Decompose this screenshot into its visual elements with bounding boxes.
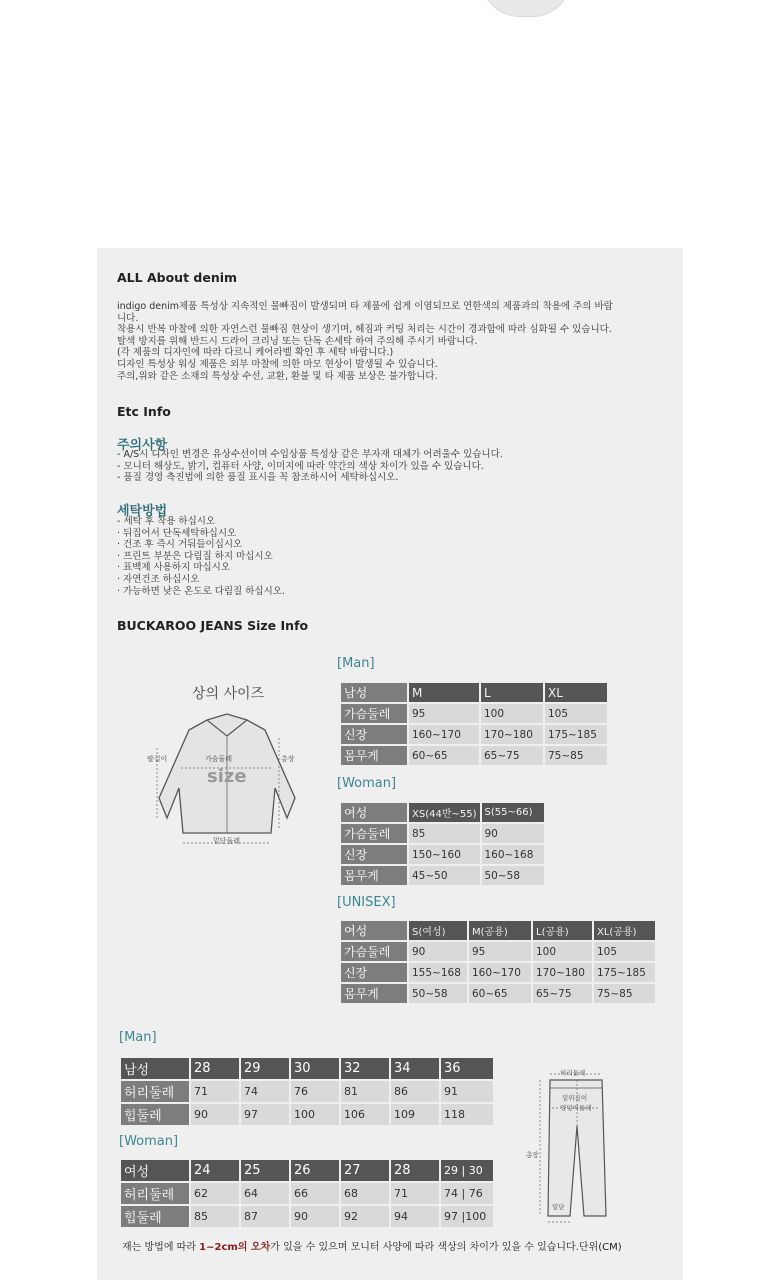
top-woman-label: [Woman]	[337, 776, 397, 791]
table-cell: 27	[341, 1160, 389, 1181]
table-cell: 86	[391, 1081, 439, 1102]
table-cell: 175~185	[594, 963, 655, 982]
text-line: (각 제품의 디자인에 따라 다르니 케어라벨 확인 후 세탁 바랍니다.)	[117, 347, 394, 359]
table-cell: 29	[241, 1058, 289, 1079]
table-cell: 170~180	[481, 725, 543, 744]
text-line: · 자연건조 하십시오	[117, 573, 200, 585]
table-cell: 91	[441, 1081, 493, 1102]
top-woman-table	[339, 801, 546, 887]
size-watermark: size	[207, 766, 247, 787]
table-cell: 65~75	[481, 746, 543, 765]
table-cell: 87	[241, 1206, 289, 1227]
table-row	[341, 984, 655, 1003]
table-cell: 남성	[121, 1058, 189, 1079]
table-cell: 26	[291, 1160, 339, 1181]
table-cell: 허리둘레	[121, 1081, 189, 1102]
waist-label: 허리둘레	[560, 1069, 586, 1077]
pants-man-label: [Man]	[119, 1030, 157, 1045]
table-cell: 85	[409, 824, 480, 843]
table-header-row	[341, 921, 655, 940]
table-cell: 105	[594, 942, 655, 961]
table-cell: 여성	[341, 921, 407, 940]
table-cell: 85	[191, 1206, 239, 1227]
table-cell: 75~85	[594, 984, 655, 1003]
table-cell: 24	[191, 1160, 239, 1181]
table-row	[121, 1206, 493, 1227]
table-cell: 90	[409, 942, 467, 961]
note-prefix: 재는 방법에 따라	[122, 1242, 200, 1253]
table-cell: 남성	[341, 683, 407, 702]
table-cell: 32	[341, 1058, 389, 1079]
etc-info-title: Etc Info	[117, 404, 171, 419]
text-line: 디자인 특성상 워싱 제품은 외부 마찰에 의한 마모 현상이 발생될 수 있습니다.	[117, 358, 438, 370]
text-line: 주의,위와 같은 소재의 특성상 수선, 교환, 환불 및 타 제품 보상은 불가합니다.	[117, 370, 438, 382]
table-cell: 68	[341, 1183, 389, 1204]
table-row	[341, 824, 544, 843]
table-cell: 65~75	[533, 984, 592, 1003]
top-man-label: [Man]	[337, 656, 375, 671]
text-line: · 프린트 부분은 다림질 하지 마십시오	[117, 550, 273, 562]
note-highlight: 1~2cm의 오차	[199, 1242, 271, 1253]
table-row	[121, 1183, 493, 1204]
text-line: · 뒤집어서 단독세탁하십시오	[117, 527, 237, 539]
wash-title: 세탁방법	[117, 504, 168, 519]
table-cell: 71	[191, 1081, 239, 1102]
table-cell: 신장	[341, 725, 407, 744]
table-cell: 50~58	[482, 866, 544, 885]
table-cell: 34	[391, 1058, 439, 1079]
table-cell: 60~65	[469, 984, 531, 1003]
pants-woman-table	[119, 1158, 495, 1229]
table-row	[121, 1081, 493, 1102]
table-cell: 가슴둘레	[341, 704, 407, 723]
text-line: 착용시 반복 마찰에 의한 자연스런 물빠짐 현상이 생기며, 헤짐과 커팅 처리는 시간이 경과함에 따라 심화될 수 있습니다.	[117, 324, 612, 336]
table-cell: 45~50	[409, 866, 480, 885]
table-cell: 74 | 76	[441, 1183, 493, 1204]
table-cell: 97	[241, 1104, 289, 1125]
table-row	[121, 1104, 493, 1125]
note-suffix: 가 있을 수 있으며 모니터 사양에 따라 색상의 차이가 있을 수 있습니다.단위(CM)	[270, 1242, 622, 1253]
table-row	[341, 963, 655, 982]
table-cell: 100	[481, 704, 543, 723]
table-cell: XL	[545, 683, 607, 702]
table-cell: 28	[391, 1160, 439, 1181]
all-about-title: ALL About denim	[117, 270, 238, 285]
table-row	[341, 746, 607, 765]
table-cell: XL(공용)	[594, 921, 655, 940]
text-line: 니다.	[117, 312, 139, 324]
table-cell: L	[481, 683, 543, 702]
top-size-diagram	[147, 678, 307, 853]
size-info-title: BUCKAROO JEANS Size Info	[117, 618, 309, 633]
table-header-row	[121, 1058, 493, 1079]
table-cell: 109	[391, 1104, 439, 1125]
all-about-text	[117, 301, 672, 382]
table-cell: 몸무게	[341, 746, 407, 765]
pants-icon	[522, 1066, 632, 1228]
top-unisex-table	[339, 919, 657, 1005]
table-cell: 76	[291, 1081, 339, 1102]
table-header-row	[341, 683, 607, 702]
table-cell: 29 | 30	[441, 1160, 493, 1181]
table-cell: 60~65	[409, 746, 479, 765]
table-cell: 64	[241, 1183, 289, 1204]
table-row	[341, 704, 607, 723]
table-cell: 여성	[121, 1160, 189, 1181]
table-row	[341, 725, 607, 744]
pants-hem-label: 밑단	[552, 1203, 565, 1211]
top-man-table	[339, 681, 609, 767]
table-cell: 몸무게	[341, 984, 407, 1003]
table-cell: 71	[391, 1183, 439, 1204]
table-header-row	[121, 1160, 493, 1181]
table-cell: 여성	[341, 803, 407, 822]
table-cell: 94	[391, 1206, 439, 1227]
chest-label: 가슴둘레	[205, 755, 233, 763]
table-cell: 30	[291, 1058, 339, 1079]
table-cell: 66	[291, 1183, 339, 1204]
caution-title: 주의사항	[117, 438, 168, 453]
table-row	[341, 942, 655, 961]
caution-text	[117, 449, 672, 484]
table-cell: 신장	[341, 963, 407, 982]
table-cell: 95	[469, 942, 531, 961]
sleeve-label: 팔길이	[147, 755, 168, 763]
text-line: - 모니터 해상도, 밝기, 컴퓨터 사양, 이미지에 따라 약간의 색상 차이가 있을 수 있습니다.	[117, 460, 484, 472]
text-line: - 품질 경영 측진법에 의한 품질 표시을 꼭 참조하시어 세탁하십시오.	[117, 472, 399, 484]
table-cell: 25	[241, 1160, 289, 1181]
table-cell: M(공용)	[469, 921, 531, 940]
pants-woman-label: [Woman]	[119, 1134, 179, 1149]
text-line: indigo denim제품 특성상 지속적인 물빠짐이 발생되며 타 제품에 쉽게 이염되므로 연한색의 제품과의 착용에 주의 바랍	[117, 301, 613, 312]
wash-text	[117, 516, 672, 597]
hem-label: 밑단둘레	[213, 837, 241, 845]
table-cell: XS(44반~55)	[409, 803, 480, 822]
table-cell: 106	[341, 1104, 389, 1125]
table-cell: 힙둘레	[121, 1206, 189, 1227]
rise-label: 밑위길이	[562, 1094, 588, 1102]
table-cell: 160~168	[482, 845, 544, 864]
table-cell: 90	[291, 1206, 339, 1227]
table-cell: 신장	[341, 845, 407, 864]
table-cell: 50~58	[409, 984, 467, 1003]
table-cell: 175~185	[545, 725, 607, 744]
decorative-shape	[480, 0, 572, 17]
pants-length-label: 총장	[526, 1151, 539, 1159]
table-cell: 36	[441, 1058, 493, 1079]
pants-size-diagram	[522, 1066, 632, 1228]
table-cell: 155~168	[409, 963, 467, 982]
table-cell: 28	[191, 1058, 239, 1079]
table-cell: 힙둘레	[121, 1104, 189, 1125]
table-cell: 160~170	[469, 963, 531, 982]
table-cell: 170~180	[533, 963, 592, 982]
text-line: - A/S시 디자인 변경은 유상수선이며 수입상품 특성상 같은 부자재 대체가 어려울수 있습니다.	[117, 449, 503, 460]
table-row	[341, 845, 544, 864]
table-cell: 95	[409, 704, 479, 723]
table-row	[341, 866, 544, 885]
table-cell: 118	[441, 1104, 493, 1125]
table-cell: 74	[241, 1081, 289, 1102]
table-cell: 97 |100	[441, 1206, 493, 1227]
text-line: - 세탁 후 착용 하십시오	[117, 516, 216, 527]
table-cell: S(55~66)	[482, 803, 544, 822]
pants-man-table	[119, 1056, 495, 1127]
table-cell: 90	[482, 824, 544, 843]
measurement-note	[122, 1238, 622, 1253]
text-line: · 건조 후 즉시 거둬들이십시오	[117, 539, 243, 551]
table-cell: 몸무게	[341, 866, 407, 885]
table-cell: 100	[291, 1104, 339, 1125]
text-line: · 가능하면 낮은 온도로 다림질 하십시오.	[117, 585, 285, 597]
table-cell: 100	[533, 942, 592, 961]
length-label: 총장	[281, 755, 295, 763]
text-line: · 표백제 사용하지 마십시오	[117, 562, 231, 574]
table-cell: 허리둘레	[121, 1183, 189, 1204]
table-header-row	[341, 803, 544, 822]
hip-label: 엉덩이둘레	[560, 1104, 592, 1112]
table-cell: L(공용)	[533, 921, 592, 940]
top-diagram-title: 상의 사이즈	[192, 686, 265, 702]
table-cell: 90	[191, 1104, 239, 1125]
table-cell: 62	[191, 1183, 239, 1204]
table-cell: 가슴둘레	[341, 824, 407, 843]
table-cell: 105	[545, 704, 607, 723]
table-cell: 92	[341, 1206, 389, 1227]
table-cell: S(여성)	[409, 921, 467, 940]
table-cell: 160~170	[409, 725, 479, 744]
text-line: 탈색 방지를 위해 반드시 드라이 크리닝 또는 단독 손세탁 하여 주의해 주시기 바랍니다.	[117, 335, 478, 347]
top-unisex-label: [UNISEX]	[337, 895, 396, 910]
table-cell: 81	[341, 1081, 389, 1102]
table-cell: 75~85	[545, 746, 607, 765]
table-cell: M	[409, 683, 479, 702]
table-cell: 150~160	[409, 845, 480, 864]
info-panel	[97, 248, 683, 1280]
table-cell: 가슴둘레	[341, 942, 407, 961]
